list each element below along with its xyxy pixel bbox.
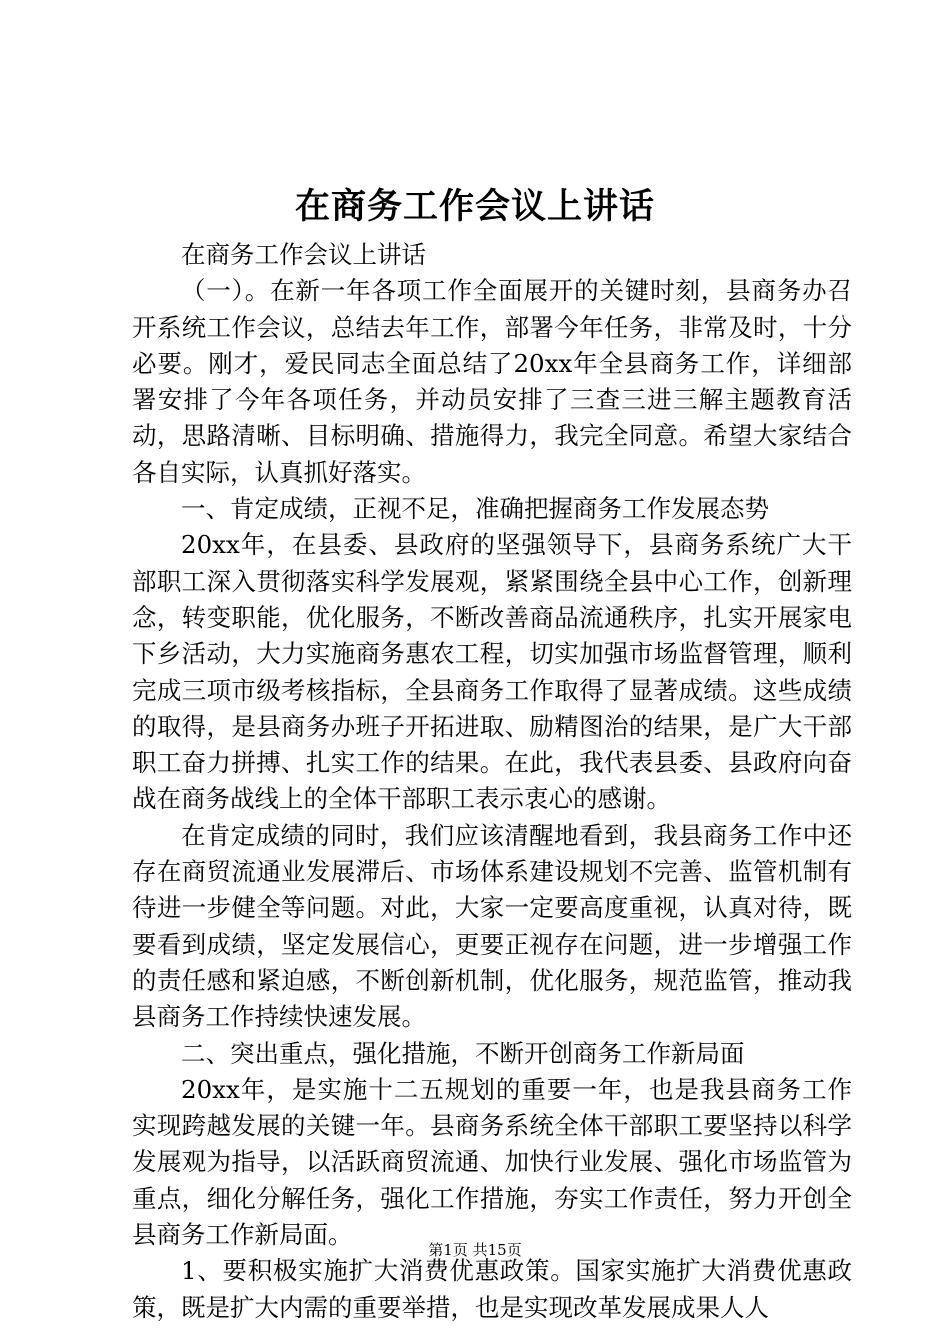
paragraph: 20xx年，在县委、县政府的坚强领导下，县商务系统广大干部职工深入贯彻落实科学发展观，紧紧围绕全县中心工作，创新理念，转变职能，优化服务，不断改善商品流通秩序，扎实开展家电下乡活动，大力实施商务惠农工程，切实加强市场监督管理，顺利完成三项市级考核指标，全县商务工作取得了显著成绩。这些成绩的取得，是县商务办班子开拓进取、励精图治的结果，是广大干部职工奋力拼搏、扎实工作的结果。在此，我代表县委、县政府向奋战在商务战线上的全体干部职工表示衷心的感谢。: [132, 530, 852, 814]
paragraph: 20xx年，是实施十二五规划的重要一年，也是我县商务工作实现跨越发展的关键一年。县商务系统全体干部职工要坚持以科学发展观为指导，以活跃商贸流通、加快行业发展、强化市场监管为重点，细化分解任务，强化工作措施，夯实工作责任，努力开创全县商务工作新局面。: [132, 1074, 852, 1250]
paragraph-subtitle: 在商务工作会议上讲话: [181, 240, 426, 269]
paragraph: （一）。在新一年各项工作全面展开的关键时刻，县商务办召开系统工作会议，总结去年工作，部署今年任务，非常及时，十分必要。刚才，爱民同志全面总结了20xx年全县商务工作，详细部署安排了今年各项任务，并动员安排了三查三进三解主题教育活动，思路清晰、目标明确、措施得力，我完全同意。希望大家结合各自实际，认真抓好落实。: [132, 276, 852, 487]
document-body: [132, 237, 852, 1326]
page-footer: 第1页 共15页: [428, 1241, 522, 1259]
paragraph: 在肯定成绩的同时，我们应该清醒地看到，我县商务工作中还存在商贸流通业发展滞后、市场体系建设规划不完善、监管机制有待进一步健全等问题。对此，大家一定要高度重视，认真对待，既要看到成绩，坚定发展信心，更要正视存在问题，进一步增强工作的责任感和紧迫感，不断创新机制，优化服务，规范监管，推动我县商务工作持续快速发展。: [132, 820, 852, 1032]
section-heading: 二、突出重点，强化措施，不断开创商务工作新局面: [181, 1038, 745, 1068]
document-title: 在商务工作会议上讲话: [294, 186, 655, 227]
paragraph: 1、要积极实施扩大消费优惠政策。国家实施扩大消费优惠政策，既是扩大内需的重要举措，也是实现改革发展成果人人: [132, 1256, 852, 1322]
section-heading: 一、肯定成绩，正视不足，准确把握商务工作发展态势: [181, 494, 769, 524]
